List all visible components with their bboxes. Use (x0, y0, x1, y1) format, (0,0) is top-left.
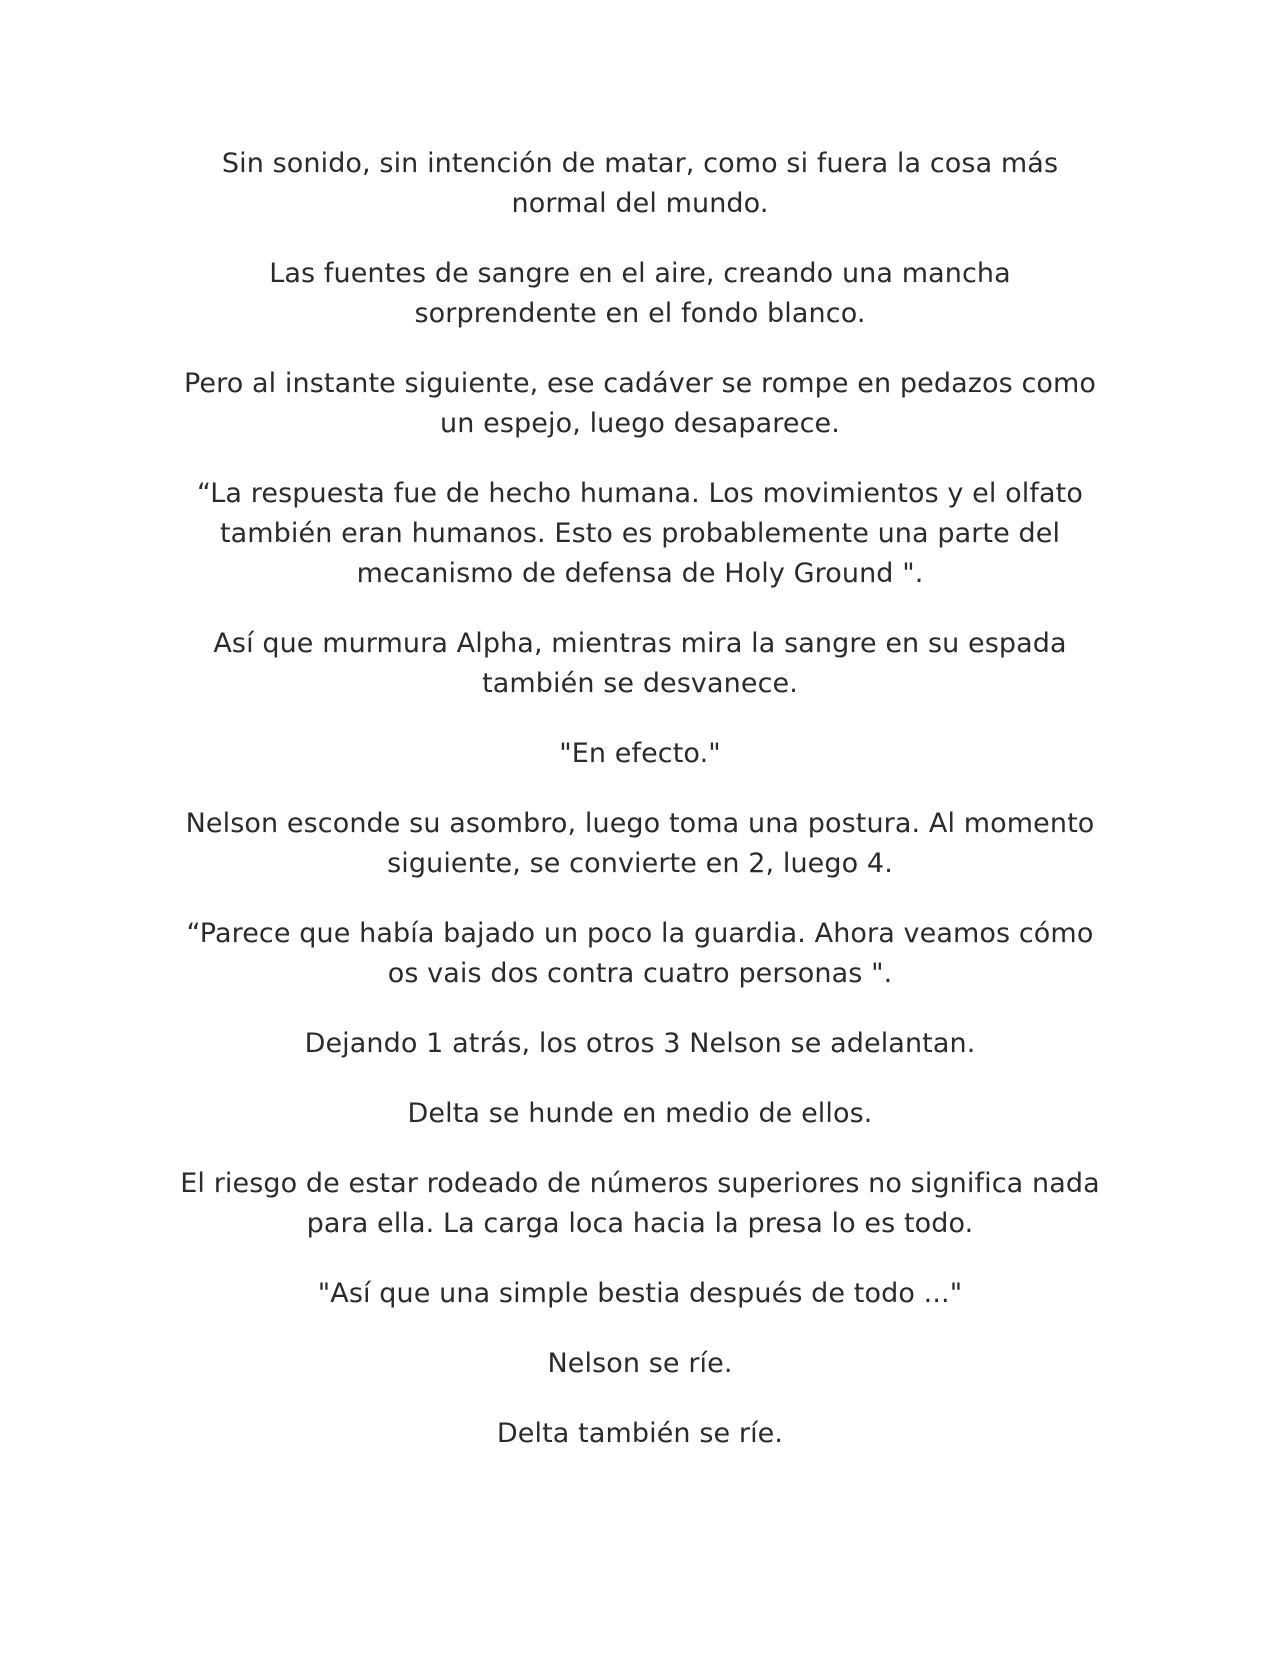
paragraph: Delta se hunde en medio de ellos. (407, 1098, 873, 1129)
document-body (175, 144, 1105, 1454)
paragraph: Dejando 1 atrás, los otros 3 Nelson se adelantan. (304, 1028, 976, 1059)
paragraph: “Parece que había bajado un poco la guardia. Ahora veamos cómo os vais dos contra cuatro personas ". (186, 918, 1094, 989)
paragraph: Nelson esconde su asombro, luego toma una postura. Al momento siguiente, se convierte en 2, luego 4. (185, 808, 1095, 879)
paragraph: Así que murmura Alpha, mientras mira la sangre en su espada también se desvanece. (213, 628, 1067, 699)
paragraph: El riesgo de estar rodeado de números superiores no significa nada para ella. La carga loca hacia la presa lo es todo. (180, 1168, 1100, 1239)
paragraph: “La respuesta fue de hecho humana. Los movimientos y el olfato también eran humanos. Esto es probablemente una parte del mecanismo de defensa de Holy Ground ". (197, 478, 1083, 589)
paragraph: Nelson se ríe. (547, 1348, 733, 1379)
paragraph: Las fuentes de sangre en el aire, creando una mancha sorprendente en el fondo blanco. (269, 258, 1011, 329)
paragraph: "En efecto." (559, 738, 721, 769)
paragraph: Delta también se ríe. (496, 1418, 784, 1449)
paragraph: Pero al instante siguiente, ese cadáver se rompe en pedazos como un espejo, luego desaparece. (183, 368, 1097, 439)
paragraph: Sin sonido, sin intención de matar, como si fuera la cosa más normal del mundo. (221, 148, 1059, 219)
paragraph: "Así que una simple bestia después de todo ..." (317, 1278, 963, 1309)
